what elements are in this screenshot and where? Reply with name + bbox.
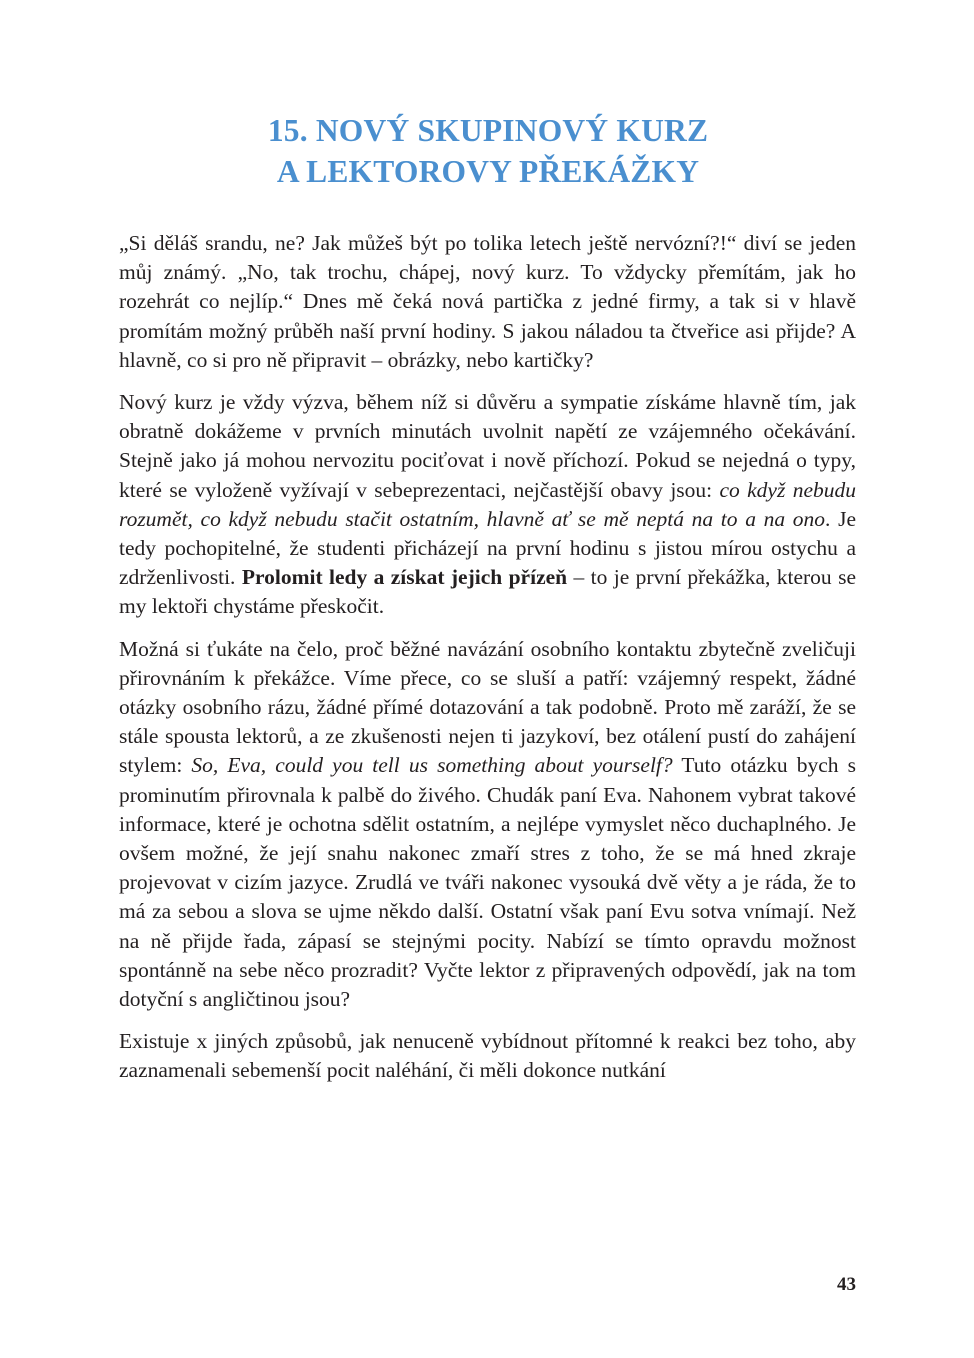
page-number: 43 bbox=[837, 1274, 856, 1295]
chapter-title-line-2: A LEKTOROVY PŘEKÁŽKY bbox=[276, 154, 700, 189]
paragraph-3 bbox=[119, 635, 856, 1015]
chapter-title bbox=[118, 110, 858, 192]
chapter-title-line-1: 15. NOVÝ SKUPINOVÝ KURZ bbox=[267, 113, 709, 148]
italic-quote: So, Eva, could you tell us something about yourself? bbox=[191, 753, 673, 778]
bold-emphasis: Prolomit ledy a získat jejich přízeň bbox=[241, 565, 568, 590]
paragraph-4 bbox=[119, 1027, 856, 1085]
paragraph-text: Možná si ťukáte na čelo, proč běžné navázání osobního kontaktu zbytečně zveličuji přirovnáním k překážce. Víme přece, co se sluší a patří: vzájemný respekt, žádné otázky osobního rázu, žádné přímé dotazování a tak podobně. Proto mě zaráží, že se stále spousta lektorů, a ze zkušenosti nejen ti jazykoví, bez otálení pustí do zahájení stylem: bbox=[119, 636, 856, 778]
paragraph-text: Tuto otázku bych s prominutím přirovnala k palbě do živého. Chudák paní Eva. Nahonem vybrat takové informace, které je ochotna sdělit ostatním, a nejlépe vymyslet něco duchaplného. Je ovšem možné, že její snahu nakonec zmaří stres z toho, že se má hned zkraje projevovat v cizím jazyce. Zrudlá ve tváři nakonec vysouká dvě věty a je ráda, že to má za sebou a slova se ujme někdo další. Ostatní však paní Evu sotva vnímají. Než na ně přijde řada, zápasí se stejnými pocity. Nabízí se tímto opravdu možnost spontánně na sebe něco prozradit? Vyčte lektor z připravených odpovědí, jak na tom dotyční s angličtinou jsou? bbox=[119, 753, 856, 1012]
paragraph-text: Nový kurz je vždy výzva, během níž si důvěru a sympatie získáme hlavně tím, jak obratně dokážeme v prvních minutách uvolnit napětí ze vzájemného očekávání. Stejně jako já mohou nervozitu pociťovat i nově příchozí. Pokud se nejedná o typy, které se vyloženě vyžívají v sebeprezentaci, nejčastější obavy jsou: bbox=[119, 390, 856, 502]
paragraph-1 bbox=[119, 229, 856, 375]
paragraph-text: Existuje x jiných způsobů, jak nenuceně vybídnout přítomné k reakci bez toho, aby zaznamenali sebemenší pocit naléhání, či měli dokonce nutkání bbox=[119, 1029, 856, 1083]
paragraph-2 bbox=[119, 388, 856, 622]
italic-quote: co když nebudu rozumět, co když nebudu stačit ostatním, hlavně ať se mě neptá na to a na ono bbox=[119, 477, 856, 531]
paragraph-text: . Je tedy pochopitelné, že studenti přicházejí na první hodinu s jistou mírou ostychu a zdrženlivosti. bbox=[119, 506, 856, 590]
paragraph-text: – to je první překážka, kterou se my lektoři chystáme přeskočit. bbox=[119, 565, 856, 619]
body-text bbox=[119, 229, 856, 1099]
paragraph-text: „Si děláš srandu, ne? Jak můžeš být po tolika letech ještě nervózní?!“ diví se jeden můj známý. „No, tak trochu, chápej, nový kurz. To vždycky přemítám, jak ho rozehrát co nejlíp.“ Dnes mě čeká nová partička z jedné firmy, a tak si v hlavě promítám možný průběh naší první hodiny. S jakou náladou ta čtveřice asi přijde? A hlavně, co si pro ně připravit – obrázky, nebo kartičky? bbox=[119, 231, 856, 372]
